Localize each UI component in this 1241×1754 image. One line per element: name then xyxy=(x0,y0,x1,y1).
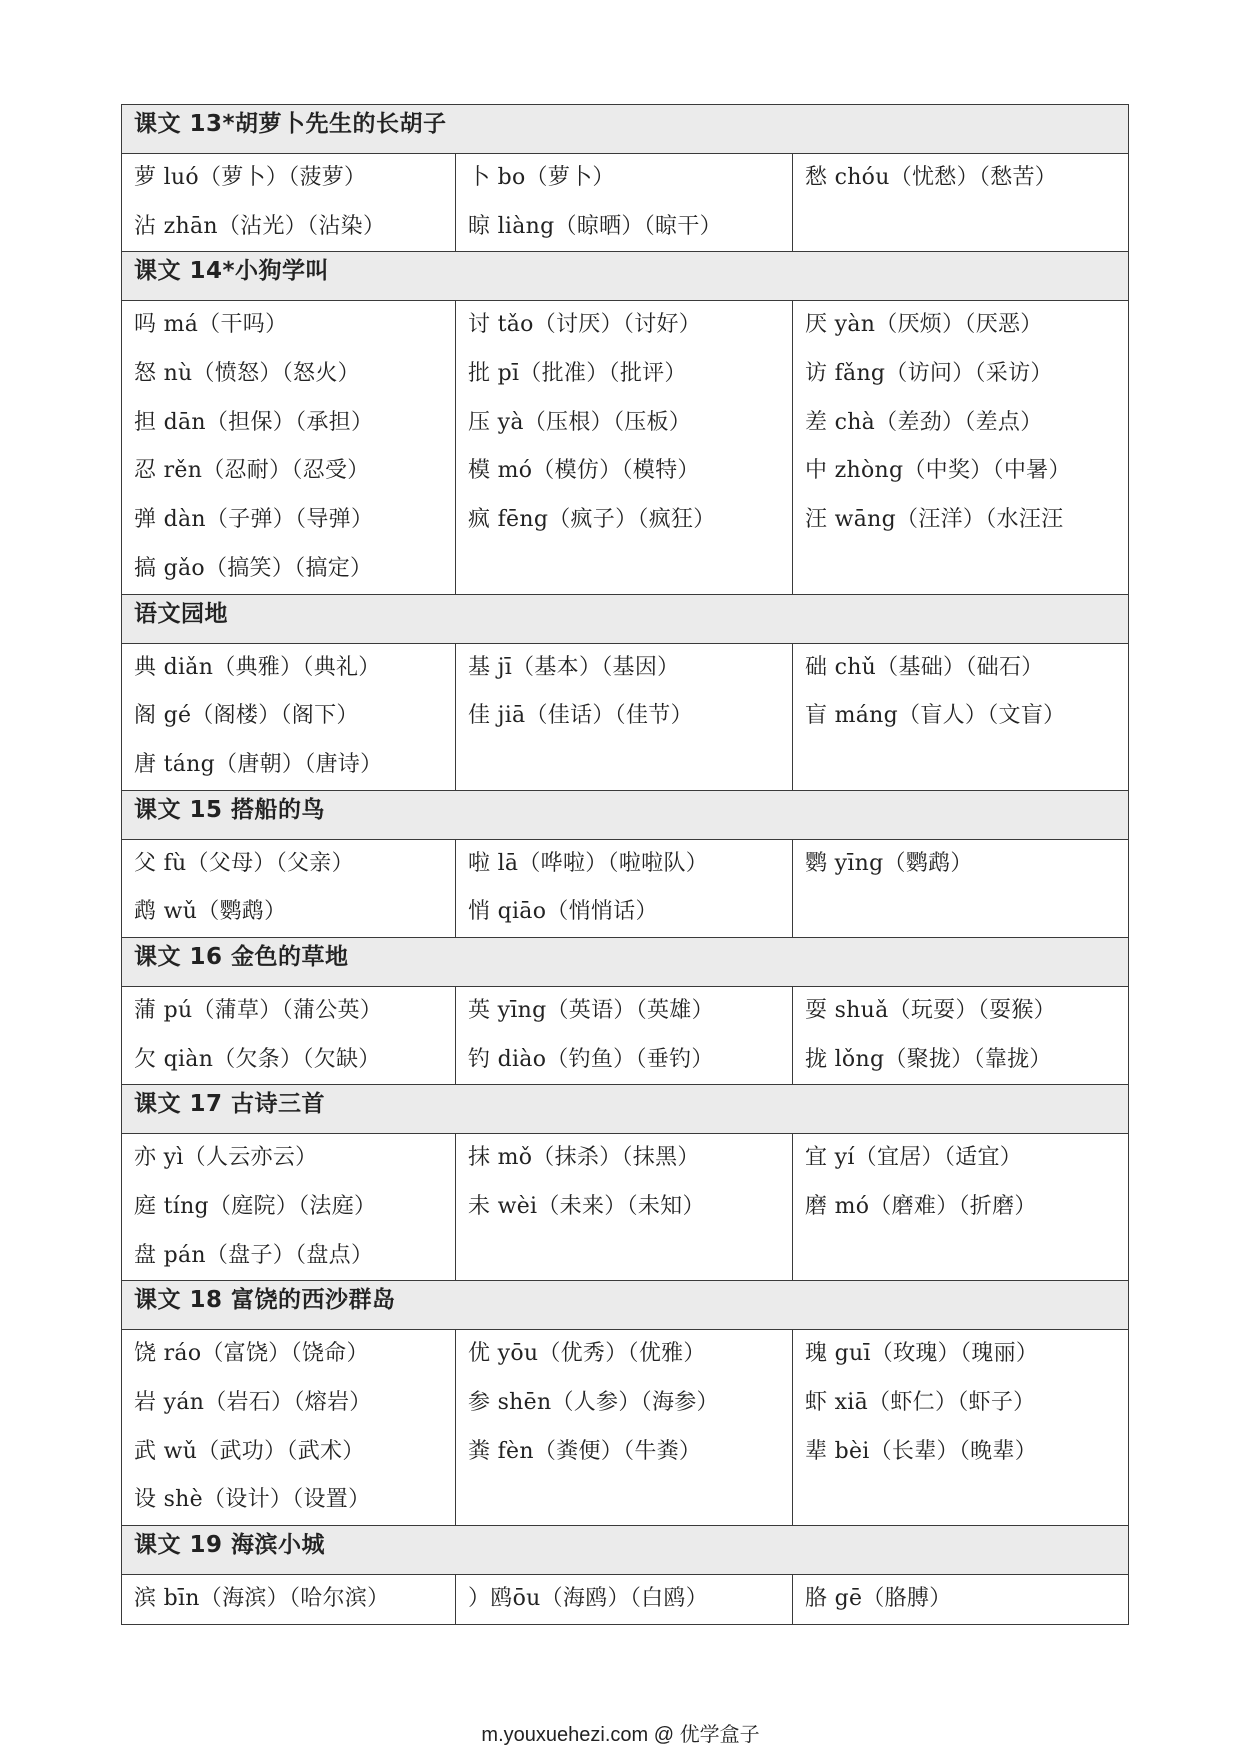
word-entry: 萝 luó（萝卜）（菠萝） xyxy=(134,165,367,190)
word-entry: 弹 dàn（子弹）（导弹） xyxy=(134,507,374,533)
section-header-row xyxy=(122,594,1129,643)
word-entry: 磨 mó（磨难）（折磨） xyxy=(805,1194,1037,1219)
section-title: 语文园地 xyxy=(122,594,1129,643)
word-column xyxy=(793,301,1129,594)
word-entry: 宜 yí（宜居）（适宜） xyxy=(805,1145,1023,1171)
word-entry: 未 wèi（未来）（未知） xyxy=(468,1194,705,1219)
word-entry: 模 mó（模仿）（模特） xyxy=(468,458,700,484)
section-content-row xyxy=(122,1330,1129,1526)
word-entry: 卜 bo（萝卜） xyxy=(468,165,615,190)
word-entry: 粪 fèn（粪便）（牛粪） xyxy=(468,1438,702,1464)
word-entry: 岩 yán（岩石）（熔岩） xyxy=(134,1390,372,1416)
word-column xyxy=(122,154,456,252)
word-entry: 滨 bīn（海滨）（哈尔滨） xyxy=(134,1586,390,1612)
word-entry: 忍 rěn（忍耐）（忍受） xyxy=(134,458,370,484)
section-title: 课文 18 富饶的西沙群岛 xyxy=(122,1281,1129,1330)
word-entry: 访 fǎng（访问）（采访） xyxy=(805,361,1053,387)
word-entry: 阁 gé（阁楼）（阁下） xyxy=(134,703,359,729)
word-entry: 英 yīng（英语）（英雄） xyxy=(468,997,714,1023)
section-header-row xyxy=(122,1526,1129,1575)
section-content-row xyxy=(122,154,1129,252)
word-entry: 盲 máng（盲人）（文盲） xyxy=(805,703,1066,729)
section-content-row xyxy=(122,643,1129,790)
word-column xyxy=(456,1134,793,1281)
word-entry: 汪 wāng（汪洋）（水汪汪 xyxy=(805,507,1064,533)
word-entry: 基 jī（基本）（基因） xyxy=(468,654,680,680)
word-column xyxy=(122,839,456,937)
word-entry: 盘 pán（盘子）（盘点） xyxy=(134,1242,374,1268)
section-content-row xyxy=(122,986,1129,1084)
word-entry: 压 yà（压根）（压板） xyxy=(468,409,692,435)
word-entry: 悄 qiāo（悄悄话） xyxy=(468,899,658,925)
section-header-row xyxy=(122,1281,1129,1330)
word-entry: 讨 tǎo（讨厌）（讨好） xyxy=(468,312,702,338)
word-column xyxy=(456,839,793,937)
word-column xyxy=(456,1330,793,1526)
word-entry: 怒 nù（愤怒）（怒火） xyxy=(134,361,360,387)
word-column xyxy=(122,1575,456,1625)
word-entry: 亦 yì（人云亦云） xyxy=(134,1145,318,1171)
word-entry: 吗 má（干吗） xyxy=(134,312,288,338)
section-header-row xyxy=(122,937,1129,986)
word-column xyxy=(793,1575,1129,1625)
section-header-row xyxy=(122,790,1129,839)
word-entry: 愁 chóu（忧愁）（愁苦） xyxy=(805,165,1058,190)
section-header-row xyxy=(122,105,1129,154)
word-entry: 瑰 guī（玫瑰）（瑰丽） xyxy=(805,1341,1039,1367)
word-entry: 抹 mǒ（抹杀）（抹黑） xyxy=(468,1145,700,1171)
word-entry: 耍 shuǎ（玩耍）（耍猴） xyxy=(805,997,1056,1023)
section-content-row xyxy=(122,301,1129,594)
section-header-row xyxy=(122,1085,1129,1134)
word-column xyxy=(456,154,793,252)
section-title: 课文 19 海滨小城 xyxy=(122,1526,1129,1575)
word-column xyxy=(793,986,1129,1084)
word-entry: 辈 bèi（长辈）（晚辈） xyxy=(805,1438,1038,1464)
word-column xyxy=(793,839,1129,937)
section-header-row xyxy=(122,252,1129,301)
word-entry: 蒲 pú（蒲草）（蒲公英） xyxy=(134,997,383,1023)
word-entry: 饶 ráo（富饶）（饶命） xyxy=(134,1341,369,1367)
word-entry: 参 shēn（人参）（海参） xyxy=(468,1390,719,1416)
section-content-row xyxy=(122,839,1129,937)
word-entry: 父 fù（父母）（父亲） xyxy=(134,850,354,876)
word-entry: 中 zhòng（中奖）（中暑） xyxy=(805,458,1071,484)
word-column xyxy=(122,1330,456,1526)
word-entry: 础 chǔ（基础）（础石） xyxy=(805,654,1044,680)
word-entry: 唐 táng（唐朝）（唐诗） xyxy=(134,751,383,777)
section-title: 课文 14*小狗学叫 xyxy=(122,252,1129,301)
word-entry: 晾 liàng（晾晒）（晾干） xyxy=(468,213,722,239)
word-column xyxy=(122,643,456,790)
word-column xyxy=(456,986,793,1084)
section-title: 课文 17 古诗三首 xyxy=(122,1085,1129,1134)
word-entry: 武 wǔ（武功）（武术） xyxy=(134,1438,365,1464)
word-entry: 差 chà（差劲）（差点） xyxy=(805,409,1043,435)
word-entry: 欠 qiàn（欠条）（欠缺） xyxy=(134,1046,381,1072)
word-entry: ）鸥ōu（海鸥）（白鸥） xyxy=(468,1586,709,1612)
word-column xyxy=(122,986,456,1084)
word-entry: 鹦 yīng（鹦鹉） xyxy=(805,850,973,876)
section-content-row xyxy=(122,1134,1129,1281)
section-title: 课文 13*胡萝卜先生的长胡子 xyxy=(122,105,1129,154)
section-title: 课文 16 金色的草地 xyxy=(122,937,1129,986)
word-entry: 搞 gǎo（搞笑）（搞定） xyxy=(134,555,373,581)
word-column xyxy=(456,301,793,594)
word-column xyxy=(122,301,456,594)
word-entry: 钓 diào（钓鱼）（垂钓） xyxy=(468,1046,714,1072)
word-column xyxy=(793,154,1129,252)
word-entry: 佳 jiā（佳话）（佳节） xyxy=(468,703,693,729)
word-entry: 优 yōu（优秀）（优雅） xyxy=(468,1341,706,1367)
word-entry: 批 pī（批准）（批评） xyxy=(468,361,687,387)
word-entry: 拢 lǒng（聚拢）（靠拢） xyxy=(805,1046,1052,1072)
word-column xyxy=(793,1134,1129,1281)
word-entry: 虾 xiā（虾仁）（虾子） xyxy=(805,1390,1036,1416)
word-column xyxy=(456,643,793,790)
section-title: 课文 15 搭船的鸟 xyxy=(122,790,1129,839)
word-entry: 担 dān（担保）（承担） xyxy=(134,409,374,435)
word-column xyxy=(793,1330,1129,1526)
word-entry: 鹉 wǔ（鹦鹉） xyxy=(134,899,287,925)
word-column xyxy=(456,1575,793,1625)
word-entry: 胳 gē（胳膊） xyxy=(805,1586,952,1612)
word-entry: 设 shè（设计）（设置） xyxy=(134,1487,371,1513)
word-entry: 厌 yàn（厌烦）（厌恶） xyxy=(805,312,1043,338)
word-entry: 疯 fēng（疯子）（疯狂） xyxy=(468,507,716,533)
word-entry: 沾 zhān（沾光）（沾染） xyxy=(134,213,386,239)
footer-source: m.youxuehezi.com @ 优学盒子 xyxy=(481,1724,760,1746)
word-column xyxy=(122,1134,456,1281)
word-entry: 典 diǎn（典雅）（典礼） xyxy=(134,654,381,680)
word-column xyxy=(793,643,1129,790)
word-entry: 啦 lā（哗啦）（啦啦队） xyxy=(468,850,709,876)
section-content-row xyxy=(122,1575,1129,1625)
vocabulary-table xyxy=(121,104,1129,1625)
word-entry: 庭 tíng（庭院）（法庭） xyxy=(134,1194,377,1219)
